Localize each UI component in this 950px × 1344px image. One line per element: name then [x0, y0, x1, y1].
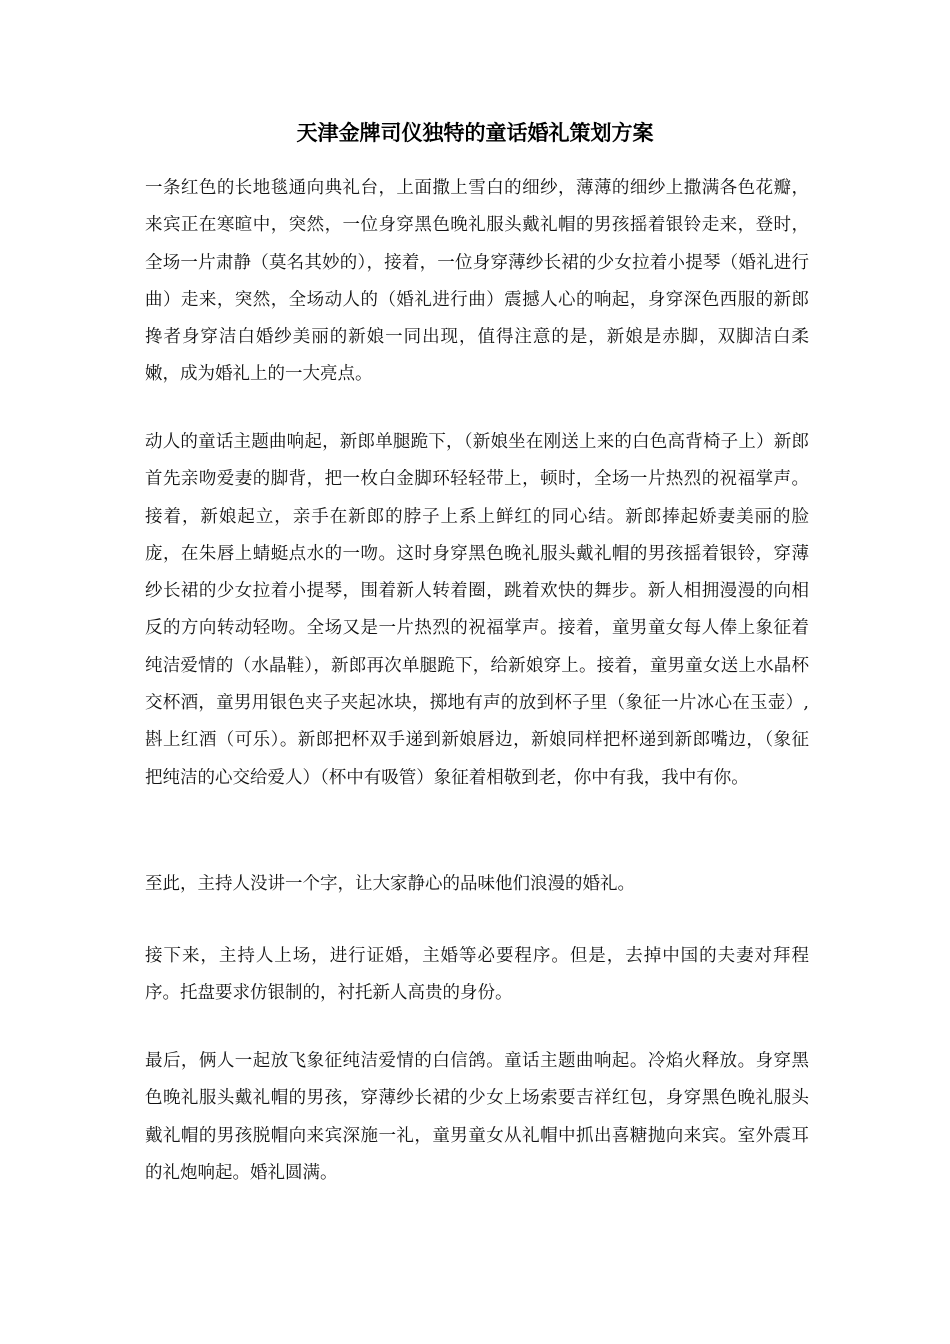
document-title: 天津金牌司仪独特的童话婚礼策划方案: [296, 121, 654, 145]
paragraph-silence: 至此，主持人没讲一个字，让大家静心的品味他们浪漫的婚礼。: [145, 874, 635, 894]
paragraph-host: 接下来，主持人上场，进行证婚，主婚等必要程序。但是，去掉中国的夫妻对拜程序。托盘要求仿银制的，衬托新人高贵的身份。: [145, 946, 809, 1004]
paragraph-ceremony: 动人的童话主题曲响起，新郎单腿跪下，（新娘坐在刚送上来的白色高背椅子上）新郎首先亲吻爱妻的脚背，把一枚白金脚环轻轻带上，顿时，全场一片热烈的祝福掌声。接着，新娘起立，亲手在新郎的脖子上系上鲜红的同心结。新郎捧起娇妻美丽的脸庞，在朱唇上蜻蜓点水的一吻。这时身穿黑色晚礼服头戴礼帽的男孩摇着银铃，穿薄纱长裙的少女拉着小提琴，围着新人转着圈，跳着欢快的舞步。新人相拥漫漫的向相反的方向转动轻吻。全场又是一片热烈的祝福掌声。接着，童男童女每人俸上象征着纯洁爱情的（水晶鞋），新郎再次单腿跪下，给新娘穿上。接着，童男童女送上水晶杯交杯酒，童男用银色夹子夹起冰块，掷地有声的放到杯子里（象征一片冰心在玉壶）,斟上红酒（可乐）。新郎把杯双手递到新娘唇边，新娘同样把杯递到新郎嘴边，（象征把纯洁的心交给爱人）（杯中有吸管）象征着相敬到老，你中有我，我中有你。: [145, 432, 809, 788]
paragraph-opening: 一条红色的长地毯通向典礼台，上面撒上雪白的细纱，薄薄的细纱上撒满各色花瓣，来宾正在寒暄中，突然，一位身穿黑色晚礼服头戴礼帽的男孩摇着银铃走来，登时，全场一片肃静（莫名其妙的），接着，一位身穿薄纱长裙的少女拉着小提琴（婚礼进行曲）走来，突然，全场动人的（婚礼进行曲）震撼人心的响起，身穿深色西服的新郎搀者身穿洁白婚纱美丽的新娘一同出现，值得注意的是，新娘是赤脚，双脚洁白柔嫩，成为婚礼上的一大亮点。: [145, 178, 809, 385]
paragraph-finale: 最后，俩人一起放飞象征纯洁爱情的白信鸽。童话主题曲响起。冷焰火释放。身穿黑色晚礼服头戴礼帽的男孩，穿薄纱长裙的少女上场索要吉祥红包，身穿黑色晚礼服头戴礼帽的男孩脱帽向来宾深施一礼，童男童女从礼帽中抓出喜糖抛向来宾。室外震耳的礼炮响起。婚礼圆满。: [145, 1051, 809, 1183]
